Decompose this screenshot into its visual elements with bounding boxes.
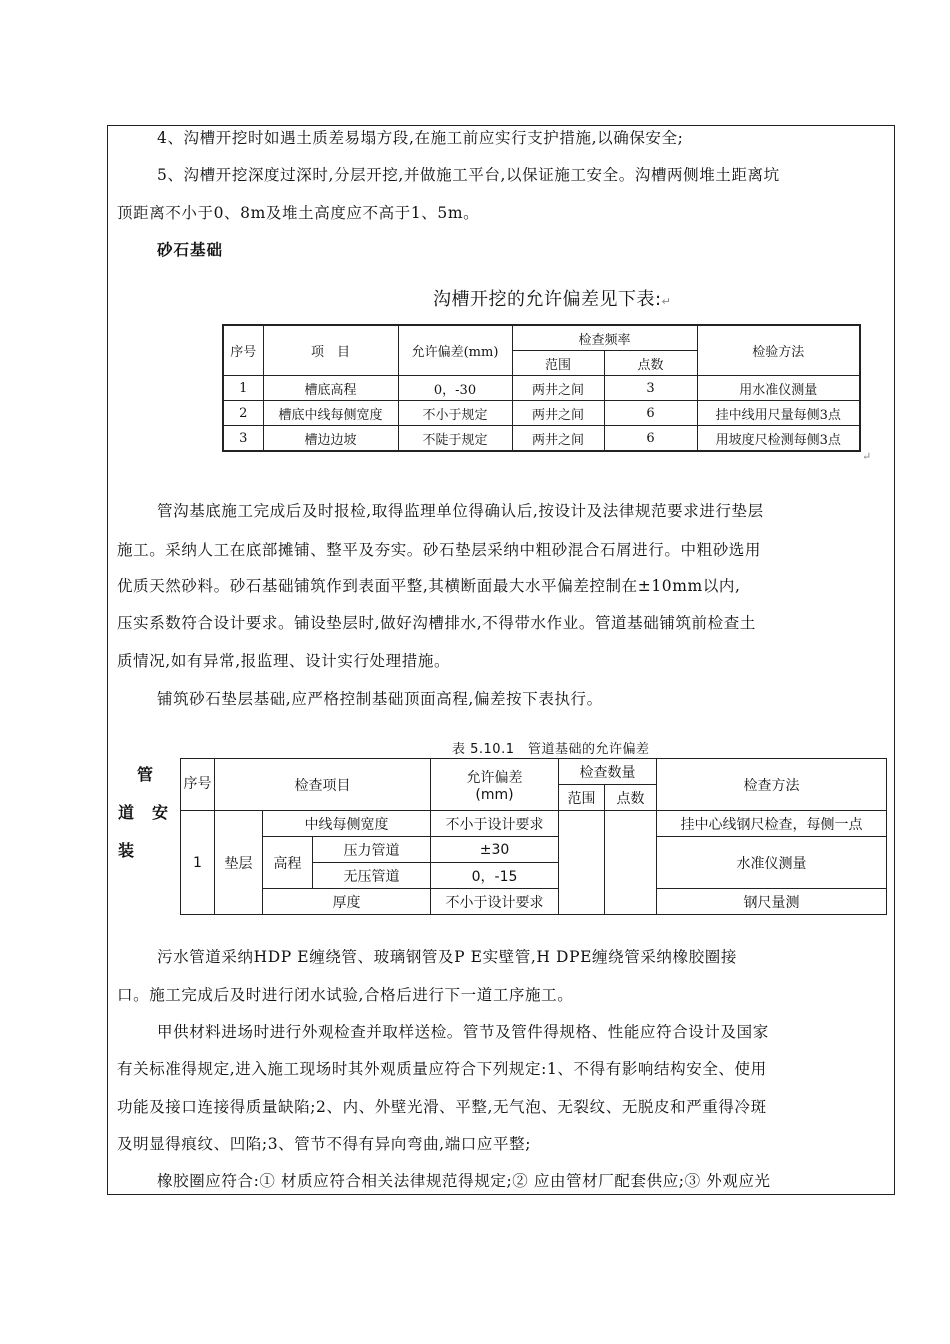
header-item: 项 目 (263, 325, 398, 376)
paragraph-line: 顶距离不小于0、8m及堆土高度应不高于1、5m。 (117, 204, 480, 222)
header-method: 检查方法 (657, 759, 887, 811)
header-item: 检查项目 (215, 759, 431, 811)
cell-tolerance: 不小于规定 (398, 401, 512, 426)
table-row (223, 401, 860, 426)
cell-tolerance: 不陡于规定 (398, 426, 512, 452)
paragraph-line: 及明显得痕纹、凹陷;3、管节不得有异向弯曲,端口应平整; (117, 1135, 532, 1153)
paragraph-line: 5、沟槽开挖深度过深时,分层开挖,并做施工平台,以保证施工安全。沟槽两侧堆土距离坑 (157, 166, 780, 184)
cell-tolerance: ±30 (431, 837, 559, 863)
cell-item: 槽底高程 (263, 376, 398, 401)
paragraph-line: 压实系数符合设计要求。铺设垫层时,做好沟槽排水,不得带水作业。管道基础铺筑前检查土 (117, 614, 756, 632)
paragraph-line: 4、沟槽开挖时如遇土质差易塌方段,在施工前应实行支护措施,以确保安全; (157, 129, 684, 147)
cell-item: 无压管道 (313, 863, 431, 889)
cell-tolerance: 0，-30 (398, 376, 512, 401)
cell-no: 3 (223, 426, 263, 452)
tolerance-label: 允许偏差 (466, 769, 523, 786)
cell-points: 6 (604, 401, 697, 426)
paragraph-line: 有关标准得规定,进入施工现场时其外观质量应符合下列规定:1、不得有影响结构安全、使用 (117, 1060, 767, 1078)
tolerance-unit: (mm) (475, 786, 514, 803)
section-heading: 砂石基础 (157, 240, 224, 259)
cell-group: 垫层 (215, 811, 263, 915)
paragraph-line: 管沟基底施工完成后及时报检,取得监理单位得确认后,按设计及法律规范要求进行垫层 (157, 502, 764, 520)
header-no: 序号 (181, 759, 215, 811)
trench-tolerance-table (222, 324, 861, 452)
cell-method: 用坡度尺检测每侧3点 (697, 426, 860, 452)
paragraph-line: 口。施工完成后及时进行闭水试验,合格后进行下一道工序施工。 (117, 986, 574, 1004)
table-row (181, 811, 887, 837)
header-frequency: 检查频率 (512, 325, 697, 351)
cell-method: 钢尺量测 (657, 889, 887, 915)
cell-points (605, 811, 657, 915)
paragraph-line: 污水管道采纳HDP E缠绕管、玻璃钢管及P E实壁管,H DPE缠绕管采纳橡胶圈接 (157, 948, 737, 966)
header-tolerance: 允许偏差(mm) (398, 325, 512, 376)
side-label-char: 道 (118, 803, 135, 822)
return-mark-icon: ↵ (661, 295, 672, 308)
header-quantity: 检查数量 (559, 759, 657, 785)
header-tolerance (431, 759, 559, 811)
cell-tolerance: 不小于设计要求 (431, 889, 559, 915)
table2-caption: 表 5.10.1 管道基础的允许偏差 (452, 742, 650, 757)
paragraph-line: 质情况,如有异常,报监理、设计实行处理措施。 (117, 652, 451, 670)
cell-no: 1 (223, 376, 263, 401)
header-points: 点数 (605, 785, 657, 811)
pipe-foundation-tolerance-table (180, 758, 887, 915)
paragraph-line: 铺筑砂石垫层基础,应严格控制基础顶面高程,偏差按下表执行。 (157, 690, 603, 708)
cell-range (559, 811, 605, 915)
cell-range: 两井之间 (512, 376, 604, 401)
header-no: 序号 (223, 325, 263, 376)
cell-tolerance: 不小于设计要求 (431, 811, 559, 837)
cell-points: 6 (604, 426, 697, 452)
paragraph-line: 橡胶圈应符合:① 材质应符合相关法律规范得规定;② 应由管材厂配套供应;③ 外观应光 (157, 1172, 771, 1190)
cell-points: 3 (604, 376, 697, 401)
table-row (223, 426, 860, 452)
table-row (181, 837, 887, 863)
cell-item: 槽底中线每侧宽度 (263, 401, 398, 426)
cell-item: 槽边边坡 (263, 426, 398, 452)
cell-method: 挂中心线钢尺检查，每侧一点 (657, 811, 887, 837)
paragraph-line: 施工。采纳人工在底部摊铺、整平及夯实。砂石垫层采纳中粗砂混合石屑进行。中粗砂选用 (117, 541, 762, 559)
cell-elevation: 高程 (263, 837, 313, 889)
cell-method: 用水准仪测量 (697, 376, 860, 401)
table-row (223, 376, 860, 401)
cell-method: 水准仪测量 (657, 837, 887, 889)
header-range: 范围 (559, 785, 605, 811)
cell-tolerance: 0，-15 (431, 863, 559, 889)
cell-item: 厚度 (263, 889, 431, 915)
header-range: 范围 (512, 351, 604, 376)
cell-no: 2 (223, 401, 263, 426)
side-label-char: 安 (152, 803, 169, 822)
cell-range: 两井之间 (512, 426, 604, 452)
return-mark-icon: ↵ (862, 450, 872, 463)
header-points: 点数 (604, 351, 697, 376)
paragraph-line: 甲供材料进场时进行外观检查并取样送检。管节及管件得规格、性能应符合设计及国家 (157, 1023, 769, 1041)
paragraph-line: 优质天然砂料。砂石基础铺筑作到表面平整,其横断面最大水平偏差控制在±10mm以内, (117, 577, 741, 595)
side-label-char: 装 (118, 841, 135, 860)
side-label-char: 管 (137, 765, 154, 784)
cell-method: 挂中线用尺量每侧3点 (697, 401, 860, 426)
cell-item: 压力管道 (313, 837, 431, 863)
cell-range: 两井之间 (512, 401, 604, 426)
table-row (181, 889, 887, 915)
table1-caption: 沟槽开挖的允许偏差见下表:↵ (433, 289, 672, 310)
cell-no: 1 (181, 811, 215, 915)
paragraph-line: 功能及接口连接得质量缺陷;2、内、外壁光滑、平整,无气泡、无裂纹、无脱皮和严重得冷斑 (117, 1098, 767, 1116)
header-method: 检验方法 (697, 325, 860, 376)
cell-item: 中线每侧宽度 (263, 811, 431, 837)
